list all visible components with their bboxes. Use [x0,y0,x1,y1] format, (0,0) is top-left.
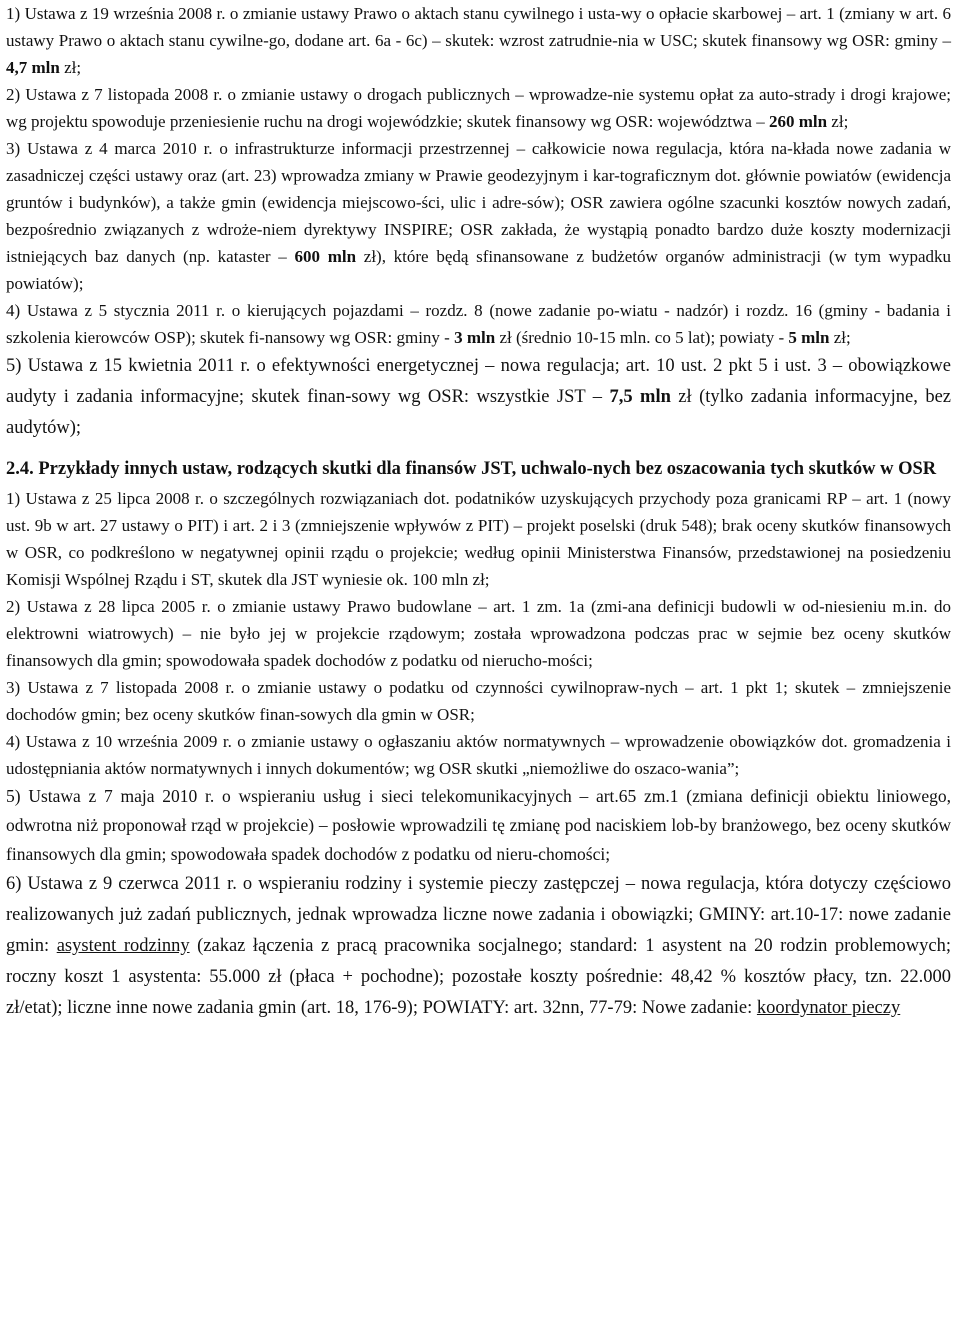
list-item [6,81,951,135]
text-run: 4) Ustawa z 5 stycznia 2011 r. o kierujących pojazdami – rozdz. 8 (nowe zadanie po-wiatu - nadzór) i rozdz. 16 (gminy - badania i szkolenia kierowców OSP); skutek fi-nansowy wg OSR: gminy - [6,301,951,347]
list-item [6,782,951,869]
amount-bold: 3 mln [454,328,496,347]
text-run: 4) Ustawa z 10 września 2009 r. o zmianie ustawy o ogłaszaniu aktów normatywnych – wprowadzenie obowiązków dot. gromadzenia i udostępniania aktów normatywnych i innych dokumentów; wg OSR skutki „niemożliwe do oszaco-wania”; [6,732,951,778]
list-item [6,728,951,782]
text-run: 2) Ustawa z 7 listopada 2008 r. o zmianie ustawy o drogach publicznych – wprowadze-nie systemu opłat za auto-strady i drogi krajowe; wg projektu spowoduje przeniesienie ruchu na drogi wojewódzkie; skutek finansowy wg OSR: województwa – [6,85,951,131]
amount-bold: 5 mln [788,328,830,347]
list-item [6,297,951,351]
section-ustawy-z-osr [6,0,951,444]
text-run: zł (średnio 10-15 mln. co 5 lat); powiaty - [495,328,789,347]
section-ustawy-bez-osr [6,485,951,1024]
text-run: 2) Ustawa z 28 lipca 2005 r. o zmianie ustawy Prawo budowlane – art. 1 zm. 1a (zmi-ana definicji budowli w od-niesieniu m.in. do elektrowni wiatrowych) – nie było jej w projekcie rządowym; została wprowadzona podczas prac w sejmie bez oceny skutków finansowych dla gmin; spowodowała spadek dochodów z podatku od nierucho-mości; [6,597,951,670]
amount-bold: 4,7 mln [6,58,60,77]
text-run: zł; [829,328,851,347]
list-item [6,0,951,81]
list-item [6,869,951,1024]
text-run: 1) Ustawa z 19 września 2008 r. o zmianie ustawy Prawo o aktach stanu cywilnego i usta-wy o opłacie skarbowej – art. 1 (zmiany w art. 6 ustawy Prawo o aktach stanu cywilne-go, dodane art. 6a - 6c) – skutek: wzrost zatrudnie-nia w USC; skutek finansowy wg OSR: gminy – [6,4,951,50]
text-run: (zakaz łączenia z pracą pracownika socjalnego; standard: 1 asystent na 20 rodzin problemowych; roczny koszt 1 asystenta: 55.000 zł (płaca + pochodne); pozostałe koszty pośrednie: 48,42 % kosztów płacy, tzn. 22.000 zł/etat); liczne inne nowe zadania gmin (art. 18, 176-9); POWIATY: art. 32nn, 77-79: Nowe zadanie: [6,936,951,1018]
section-heading-2-4: 2.4. Przykłady innych ustaw, rodzących skutki dla finansów JST, uchwalo-nych bez oszacowania tych skutków w OSR [6,459,937,479]
text-run: 3) Ustawa z 7 listopada 2008 r. o zmianie ustawy o podatku od czynności cywilnopraw-nych – art. 1 pkt 1; skutek – zmniejszenie dochodów gmin; bez oceny skutków finan-sowych dla gmin w OSR; [6,678,951,724]
list-item [6,674,951,728]
text-run: 3) Ustawa z 4 marca 2010 r. o infrastrukturze informacji przestrzennej – całkowicie nowa regulacja, która na-kłada nowe zadania w zasadniczej części ustawy oraz (art. 23) wprowadza zmiany w Prawie geodezyjnym i kar-tograficznym dot. głównie powiatów (ewidencja gruntów i budynków), a także gmin (ewidencja miejscowo-ści, ulic i adre-sów); OSR zawiera ogólne szacunki kosztów nowych zadań, bezpośrednio związanych z wdroże-niem dyrektywy INSPIRE; OSR zakłada, że wystąpią ponadto bardzo duże koszty modernizacji istniejących baz danych (np. kataster – [6,139,951,266]
text-run: zł; [59,58,82,77]
text-run: zł; [827,112,849,131]
text-run: zł (tylko zadania informacyjne, bez audytów); [6,387,951,438]
text-run: 5) Ustawa z 7 maja 2010 r. o wspieraniu usług i sieci telekomunikacyjnych – art.65 zm.1 (zmiana definicji obiektu liniowego, odwrotna niż proponował rząd w projekcie) – posłowie wprowadzili tę zmianę pod naciskiem lob-by branżowego, bez oceny skutków finansowych dla gmin; spowodowała spadek dochodów z podatku od nieru-chomości; [6,786,951,864]
text-run: 6) Ustawa z 9 czerwca 2011 r. o wspieraniu rodziny i systemie pieczy zastępczej – nowa regulacja, która dotyczy częściowo realizowanych już zadań publicznych, jednak wprowadza liczne nowe zadania i obowiązki; GMINY: art.10-17: nowe zadanie gmin: [6,874,951,956]
list-item [6,593,951,674]
document-page [6,0,951,1024]
amount-bold: 7,5 mln [609,387,671,407]
text-run: 1) Ustawa z 25 lipca 2008 r. o szczególnych rozwiązaniach dot. podatników uzyskujących przychody poza granicami RP – art. 1 (nowy ust. 9b w art. 27 ustawy o PIT) i art. 2 i 3 (zmniejszenie wpływów z PIT) – projekt poselski (druk 548); brak oceny skutków finansowych w OSR, co podkreślono w negatywnej opinii rządu o projekcie; według opinii Ministerstwa Finansów, przedstawionej na posiedzeniu Komisji Wspólnej Rządu i ST, skutek dla JST wyniesie ok. 100 mln zł; [6,489,951,589]
list-item [6,351,951,444]
underlined-term: asystent rodzinny [56,936,190,956]
text-run: 5) Ustawa z 15 kwietnia 2011 r. o efektywności energetycznej – nowa regulacja; art. 10 ust. 2 pkt 5 i ust. 3 – obowiązkowe audyty i zadania informacyjne; skutek finan-sowy wg OSR: wszystkie JST – [6,356,951,407]
text-run: zł), które będą sfinansowane z budżetów organów administracji (w tym wypadku powiatów); [6,247,951,293]
amount-bold: 260 mln [768,112,828,131]
list-item [6,135,951,297]
list-item [6,485,951,593]
amount-bold: 600 mln [294,247,357,266]
underlined-term: koordynator pieczy [756,998,901,1018]
